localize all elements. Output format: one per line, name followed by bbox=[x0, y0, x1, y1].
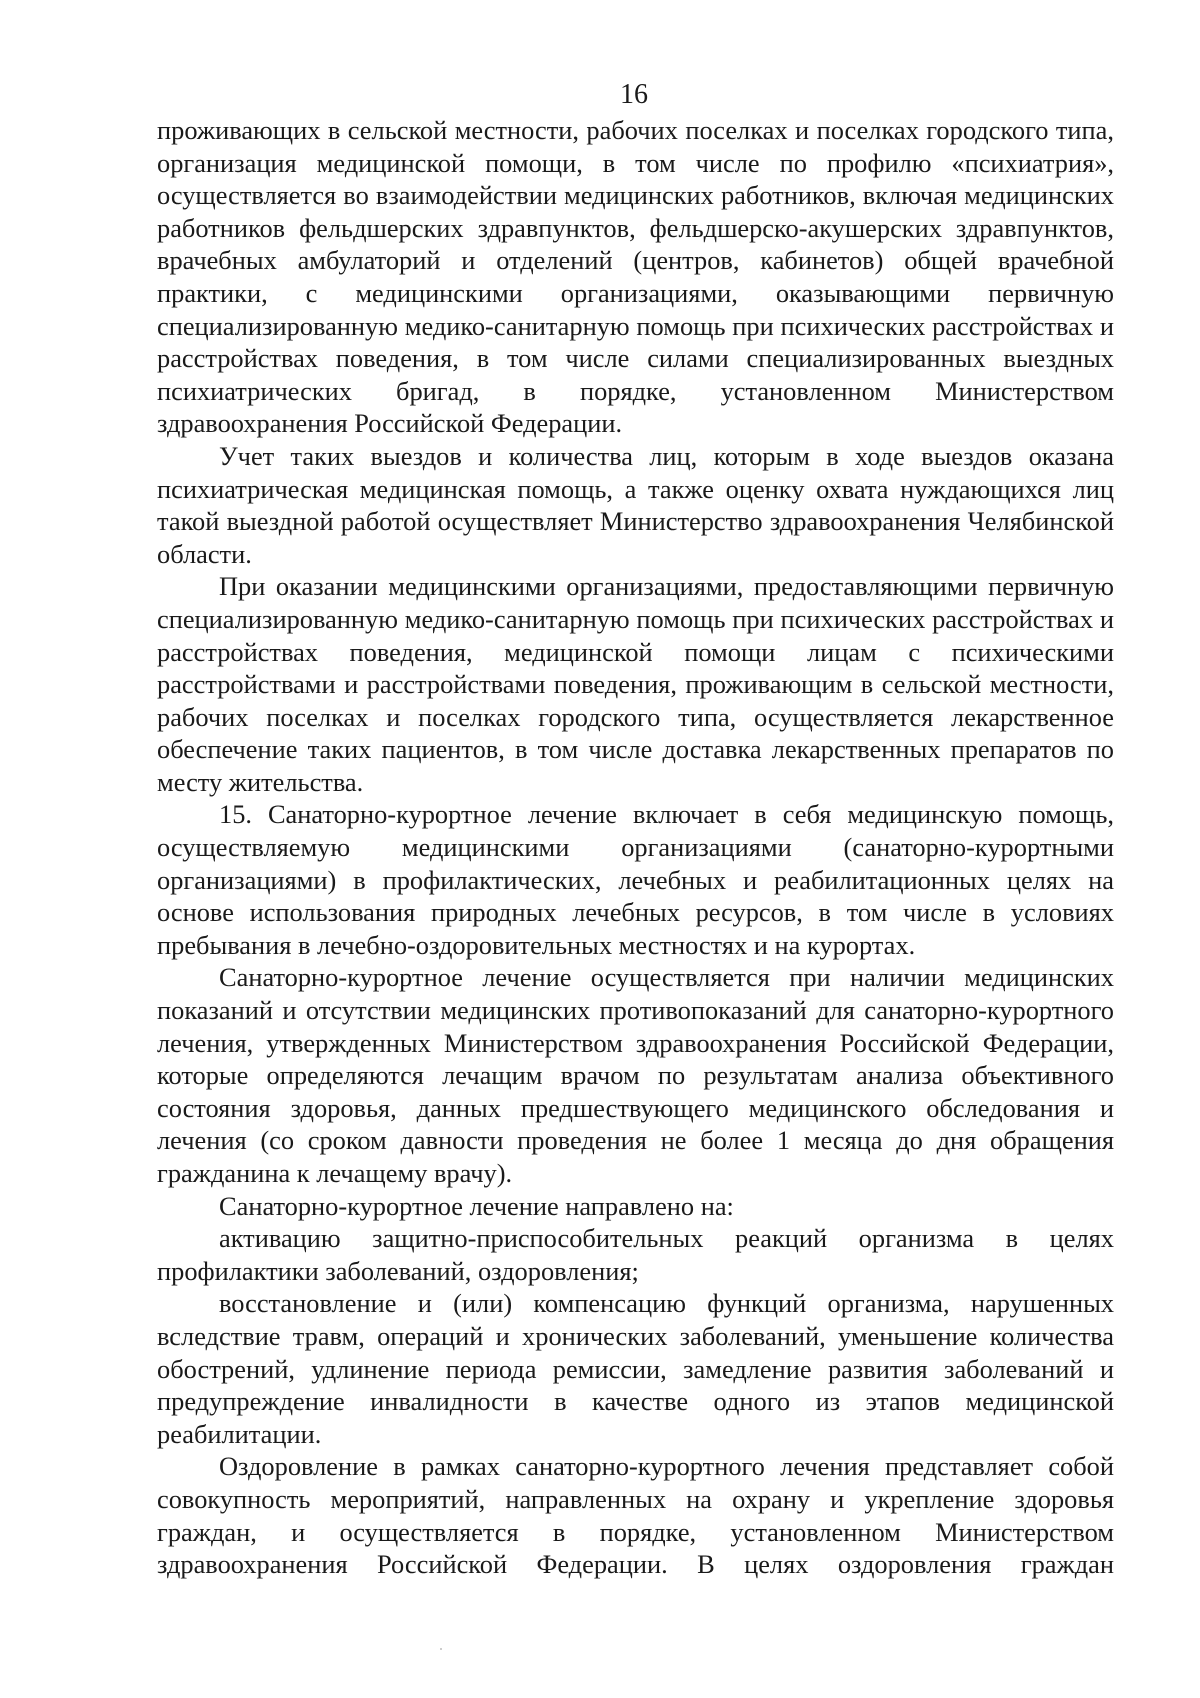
paragraph-sanatorium-indications: Санаторно-курортное лечение осуществляется при наличии медицинских показаний и отсутствии медицинских противопоказаний для санаторно-курортного лечения, утвержденных Министерством здравоохранения Российской Федерации, которые определяются лечащим врачом по результатам анализа объективного состояния здоровья, данных предшествующего медицинского обследования и лечения (со сроком давности проведения не более 1 месяца до дня обращения гражданина к лечащему врачу). bbox=[157, 962, 1114, 1188]
paragraph-sanatorium-aims-intro: Санаторно-курортное лечение направлено на: bbox=[219, 1190, 734, 1221]
paragraph-rural-psychiatric-care: проживающих в сельской местности, рабочих поселках и поселках городского типа, организация медицинской помощи, в том числе по профилю «психиатрия», осуществляется во взаимодействии медицинских работников, включая медицинских работников фельдшерских здравпунктов, фельдшерско-акушерских здравпунктов, врачебных амбулаторий и отделений (центров, кабинетов) общей врачебной практики, с медицинскими организациями, оказывающими первичную специализированную медико-санитарную помощь при психических расстройствах и расстройствах поведения, в том числе силами специализированных выездных психиатрических бригад, в порядке, установленном Министерством здравоохранения Российской Федерации. bbox=[157, 115, 1114, 439]
page-number: 16 bbox=[620, 79, 648, 110]
scan-speck bbox=[440, 1648, 442, 1650]
list-item-activation: активацию защитно-приспособительных реакций организма в целях профилактики заболеваний, оздоровления; bbox=[157, 1223, 1114, 1286]
document-body bbox=[157, 114, 1114, 1581]
paragraph-item-15-sanatorium-treatment: 15. Санаторно-курортное лечение включает в себя медицинскую помощь, осуществляемую медицинскими организациями (санаторно-курортными организациями) в профилактических, лечебных и реабилитационных целях на основе использования природных лечебных ресурсов, в том числе в условиях пребывания в лечебно-оздоровительных местностях и на курортах. bbox=[157, 799, 1114, 960]
paragraph-health-improvement: Оздоровление в рамках санаторно-курортного лечения представляет собой совокупность мероприятий, направленных на охрану и укрепление здоровья граждан, и осуществляется в порядке, установленном Министерством здравоохранения Российской Федерации. В целях оздоровления граждан bbox=[157, 1451, 1114, 1580]
list-item-restoration: восстановление и (или) компенсацию функций организма, нарушенных вследствие травм, операций и хронических заболеваний, уменьшение количества обострений, удлинение периода ремиссии, замедление развития заболеваний и предупреждение инвалидности в качестве одного из этапов медицинской реабилитации. bbox=[157, 1288, 1114, 1449]
paragraph-drug-provision: При оказании медицинскими организациями, предоставляющими первичную специализированную медико-санитарную помощь при психических расстройствах и расстройствах поведения, медицинской помощи лицам с психическими расстройствами и расстройствами поведения, проживающим в сельской местности, рабочих поселках и поселках городского типа, осуществляется лекарственное обеспечение таких пациентов, в том числе доставка лекарственных препаратов по месту жительства. bbox=[157, 571, 1114, 797]
paragraph-visits-accounting: Учет таких выездов и количества лиц, которым в ходе выездов оказана психиатрическая медицинская помощь, а также оценку охвата нуждающихся лиц такой выездной работой осуществляет Министерство здравоохранения Челябинской области. bbox=[157, 440, 1114, 569]
